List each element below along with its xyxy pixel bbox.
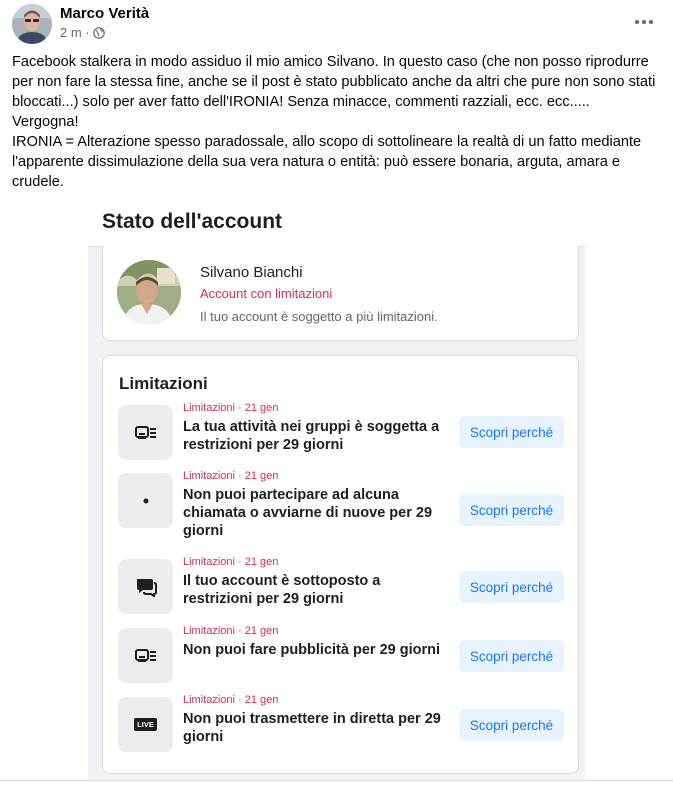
post-text xyxy=(12,52,660,192)
account-name: Silvano Bianchi xyxy=(200,264,303,281)
groups-activity-icon xyxy=(118,405,173,460)
account-avatar xyxy=(117,260,181,324)
limitation-text: Non puoi fare pubblicità per 29 giorni xyxy=(183,642,440,658)
limitation-text: Non puoi trasmettere in diretta per 29 giorni xyxy=(183,711,441,745)
attached-screenshot[interactable] xyxy=(88,202,585,780)
account-description: Il tuo account è soggetto a più limitazioni. xyxy=(200,309,438,324)
limitation-text: La tua attività nei gruppi è soggetta a restrizioni per 29 giorni xyxy=(183,419,440,453)
call-dot-icon xyxy=(118,473,173,528)
live-icon xyxy=(118,697,173,752)
limitations-title: Limitazioni xyxy=(119,374,208,393)
learn-why-button[interactable]: Scopri perché xyxy=(459,416,564,448)
post-divider xyxy=(0,780,673,781)
limitation-meta: Limitazioni · 21 gen xyxy=(183,556,279,568)
post-paragraph: Vergogna! xyxy=(12,114,79,130)
more-options-button[interactable] xyxy=(626,6,662,38)
post-header xyxy=(12,4,662,44)
limitation-meta: Limitazioni · 21 gen xyxy=(183,694,279,706)
live-badge: LIVE xyxy=(134,718,157,731)
account-status: Account con limitazioni xyxy=(200,286,333,301)
ads-icon xyxy=(118,628,173,683)
post-time[interactable]: 2 m · xyxy=(60,25,90,40)
limitation-meta: Limitazioni · 21 gen xyxy=(183,625,279,637)
author-name[interactable]: Marco Verità xyxy=(60,5,150,22)
learn-why-button[interactable]: Scopri perché xyxy=(459,494,564,526)
author-avatar[interactable] xyxy=(12,4,52,44)
learn-why-button[interactable]: Scopri perché xyxy=(459,640,564,672)
chat-bubbles-icon xyxy=(118,559,173,614)
limitation-text: Non puoi partecipare ad alcuna chiamata o avviarne di nuove per 29 giorni xyxy=(183,487,433,539)
limitation-meta: Limitazioni · 21 gen xyxy=(183,470,279,482)
post-paragraph: Facebook stalkera in modo assiduo il mio amico Silvano. In questo caso (che non posso riprodurre per non fare la stessa fine, anche se il post è stato pubblicato anche da altri che pure non sono stati bloccati...) solo per aver fatto dell'IRONIA! Senza minacce, commenti razziali, ecc. ecc..... xyxy=(12,54,656,110)
learn-why-button[interactable]: Scopri perché xyxy=(459,571,564,603)
screenshot-header xyxy=(88,202,585,247)
post-paragraph: IRONIA = Alterazione spesso paradossale, allo scopo di sottolineare la realtà di un fatto mediante l'apparente dissimulazione della sua vera natura o entità: può essere bonaria, arguta, amara e crudele. xyxy=(12,134,642,190)
more-icon xyxy=(634,19,654,25)
account-card xyxy=(102,246,579,341)
globe-icon[interactable] xyxy=(93,27,105,39)
limitations-card xyxy=(102,355,579,774)
limitation-meta: Limitazioni · 21 gen xyxy=(183,402,279,414)
limitation-text: Il tuo account è sottoposto a restrizioni per 29 giorni xyxy=(183,573,381,607)
learn-why-button[interactable]: Scopri perché xyxy=(459,709,564,741)
post-meta xyxy=(60,25,105,40)
account-status-title: Stato dell'account xyxy=(102,210,283,233)
